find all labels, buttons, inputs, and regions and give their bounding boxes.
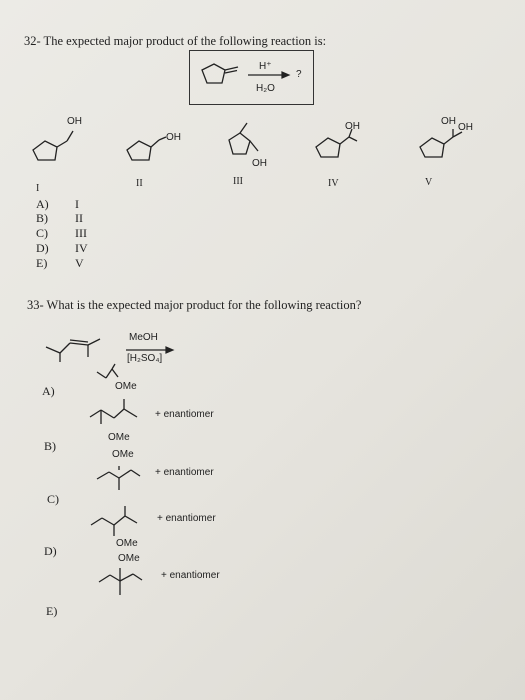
q33-choice-b[interactable]: B) <box>44 439 56 453</box>
q33-option-a-structure <box>97 364 118 378</box>
structure-v-oh-1: OH <box>441 116 456 127</box>
q32-choice-d-value: IV <box>75 241 88 255</box>
numeral-i: I <box>36 183 40 194</box>
q33-reagent-top: MeOH <box>129 332 158 343</box>
q32-reagent-top: H⁺ <box>259 61 272 72</box>
q32-choice-d-letter[interactable]: D) <box>36 241 49 255</box>
q32-reagent-bottom: H₂O <box>256 83 275 94</box>
structure-v-oh-2: OH <box>458 122 473 133</box>
q33-option-d-ome: OMe <box>116 538 138 549</box>
q32-choice-c-letter[interactable]: C) <box>36 226 48 240</box>
structure-iv-oh: OH <box>345 121 360 132</box>
q32-choice-e-value: V <box>75 256 84 270</box>
q33-option-e-ome: OMe <box>118 553 140 564</box>
q33-option-d-enantiomer: + enantiomer <box>157 513 216 524</box>
q33-option-c-enantiomer: + enantiomer <box>155 467 214 478</box>
q33-option-e-enantiomer: + enantiomer <box>161 570 220 581</box>
numeral-v: V <box>425 177 433 188</box>
q33-option-b-enantiomer: + enantiomer <box>155 409 214 420</box>
q33-option-c-structure <box>97 466 140 490</box>
numeral-iii: III <box>233 176 243 187</box>
q32-choice-b-letter[interactable]: B) <box>36 211 48 225</box>
numeral-iv: IV <box>328 178 339 189</box>
q33-option-a-ome: OMe <box>115 381 137 392</box>
q33-choice-e[interactable]: E) <box>46 604 58 618</box>
structure-ii-oh: OH <box>166 132 181 143</box>
q33-option-d-structure <box>91 506 137 536</box>
q33-question: 33- What is the expected major product for the following reaction? <box>27 298 362 312</box>
numeral-ii: II <box>136 178 143 189</box>
q32-choice-a-value: I <box>75 197 79 211</box>
q32-choice-b-value: II <box>75 211 83 225</box>
q32-question: 32- The expected major product of the following reaction is: <box>24 34 327 48</box>
q33-choice-d[interactable]: D) <box>44 544 57 558</box>
q33-reagent-bottom: [H₂SO₄] <box>127 353 163 364</box>
q33-choice-c[interactable]: C) <box>47 492 59 506</box>
q32-product-mark: ? <box>296 69 302 80</box>
structure-iii-oh: OH <box>252 158 267 169</box>
q32-choice-c-value: III <box>75 226 87 240</box>
q32-choice-a-letter[interactable]: A) <box>36 197 49 211</box>
q32-choice-e-letter[interactable]: E) <box>36 256 48 270</box>
q33-choice-a[interactable]: A) <box>42 384 55 398</box>
q33-option-c-ome: OMe <box>112 449 134 460</box>
q33-option-b-structure <box>90 399 137 424</box>
q33-option-e-structure <box>99 568 142 595</box>
q33-option-b-ome: OMe <box>108 432 130 443</box>
structure-i-oh: OH <box>67 116 82 127</box>
